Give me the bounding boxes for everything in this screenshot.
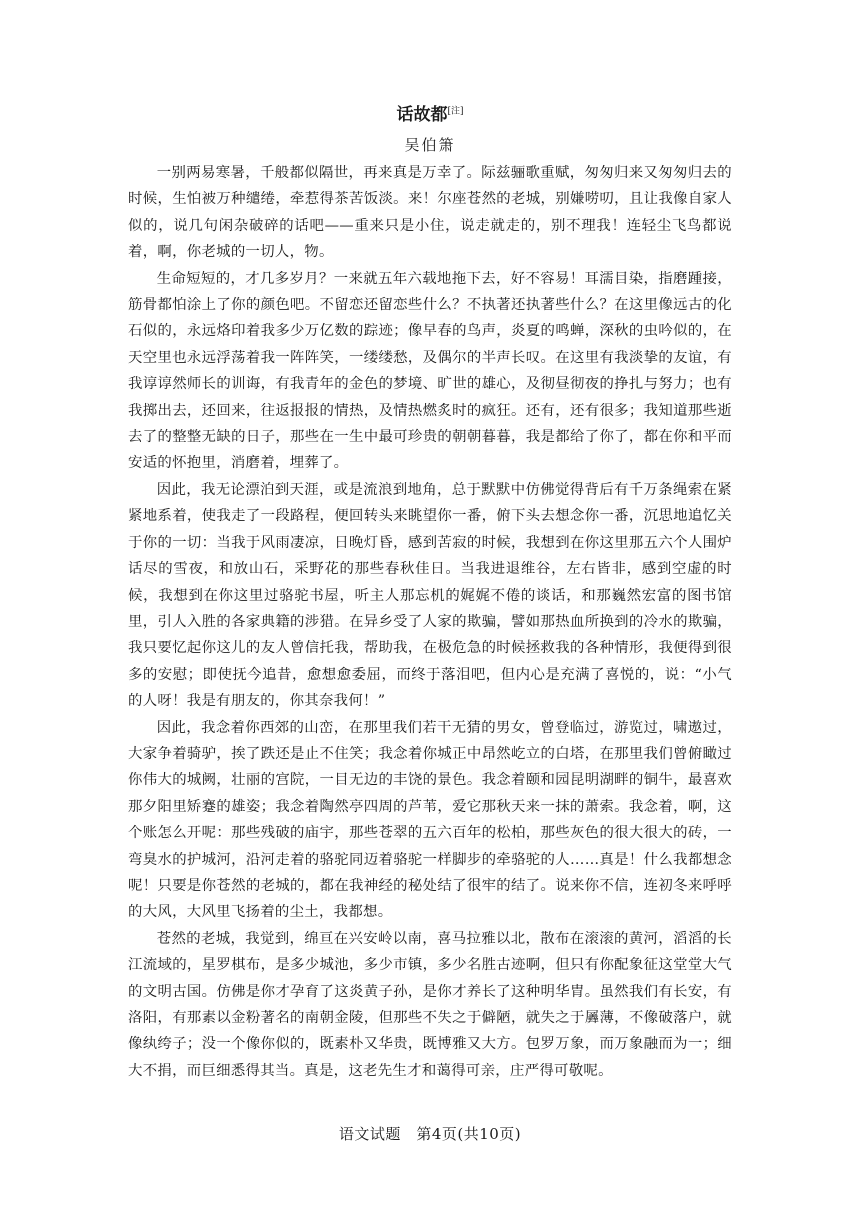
article-title-line	[128, 104, 732, 126]
page-footer: 语文试题 第4页(共10页)	[338, 1125, 522, 1143]
paragraph-2: 生命短短的，才几多岁月？一来就五年六载地拖下去，好不容易！耳濡目染，指磨踵接，筋骨都怕涂上了你的颜色吧。不留恋还留恋些什么？不执著还执著些什么？在这里像远古的化石似的，永远烙印着我多少万亿数的踪迹；像早春的鸟声，炎夏的鸣蝉，深秋的虫吟似的，在天空里也永远浮荡着我一阵阵笑，一缕缕愁，及偶尔的半声长叹。在这里有我淡挚的友谊，有我谆谆然师长的训诲，有我青年的金色的梦境、旷世的雄心，及彻昼彻夜的挣扎与努力；也有我掷出去，还回来，往返报报的情热，及情热燃炙时的疯狂。还有，还有很多；我知道那些逝去了的整整无缺的日子，那些在一生中最可珍贵的朝朝暮暮，我是都给了你了，都在你和平而安适的怀抱里，消磨着，埋葬了。	[128, 270, 732, 472]
article-body	[128, 104, 732, 1084]
paragraph-5: 苍然的老城，我觉到，绵亘在兴安岭以南，喜马拉雅以北，散布在滚滚的黄河，滔滔的长江流域的，星罗棋布，是多少城池，多少市镇，多少名胜古迹啊，但只有你配象征这堂堂大气的文明古国。仿佛是你才孕育了这炎黄子孙，是你才养长了这种明华胄。虽然我们有长安，有洛阳，有那素以金粉著名的南朝金陵，但那些不失之于僻陋，就失之于羼薄，不像破落户，就像纨绔子；没一个像你似的，既素朴又华贵，既博雅又大方。包罗万象，而万象融而为一；细大不捐，而巨细悉得其当。真是，这老先生才和蔼得可亲，庄严得可敬呢。	[128, 930, 732, 1079]
article-author: 吴伯箫	[404, 136, 456, 154]
paragraph-3: 因此，我无论漂泊到天涯，或是流浪到地角，总于默默中仿佛觉得背后有千万条绳索在紧紧地系着，使我走了一段路程，便回转头来眺望你一番，俯下头去想念你一番，沉思地追忆关于你的一切：当我于风雨凄凉，日晚灯昏，感到苦寂的时候，我想到在你这里那五六个人围炉话尽的雪夜，和放山石，采野花的那些春秋佳日。当我进退维谷，左右皆非，感到空虚的时候，我想到在你这里过骆驼书屋，听主人那忘机的娓娓不倦的谈话，和那巍然宏富的图书馆里，引人入胜的各家典籍的涉猎。在异乡受了人家的欺骗，譬如那热血所换到的冷水的欺骗，我只要忆起你这儿的友人曾信托我，帮助我，在极危急的时候拯救我的各种情形，我便得到很多的安慰；即使抚今追昔，愈想愈委屈，而终于落泪吧，但内心是充满了喜悦的，说：“小气的人呀！我是有朋友的，你其奈我何！”	[128, 481, 732, 710]
paragraph-4: 因此，我念着你西郊的山峦，在那里我们若干无猜的男女，曾登临过，游览过，啸遨过，大家争着骑驴，挨了跌还是止不住笑；我念着你城正中昂然屹立的白塔，在那里我们曾俯瞰过你伟大的城阙，壮丽的宫院，一目无边的丰饶的景色。我念着颐和园昆明湖畔的铜牛，最喜欢那夕阳里矫蹇的雄姿；我念着陶然亭四周的芦苇，爱它那秋天来一抹的萧索。我念着，啊，这个账怎么开呢：那些残破的庙宇，那些苍翠的五六百年的松柏，那些灰色的很大很大的砖，一弯臭水的护城河，沿河走着的骆驼同迈着骆驼一样脚步的牵骆驼的人……真是！什么我都想念呢！只要是你苍然的老城的，都在我神经的秘处结了很牢的结了。说来你不信，连初冬来呼呼的大风，大风里飞扬着的尘土，我都想。	[128, 719, 732, 921]
title-footnote-marker: [注]	[447, 106, 464, 117]
paragraph-1: 一别两易寒暑，千般都似隔世，再来真是万幸了。际兹骊歌重赋，匆匆归来又匆匆归去的时候，生怕被万种缱绻，牵惹得茶苦饭淡。来！尔座苍然的老城，别嫌唠叨，且让我像自家人似的，说几句闲杂破碎的话吧——重来只是小住，说走就走的，别不理我！连轻尘飞鸟都说着，啊，你老城的一切人，物。	[128, 165, 732, 261]
article-title: 话故都	[396, 105, 448, 125]
